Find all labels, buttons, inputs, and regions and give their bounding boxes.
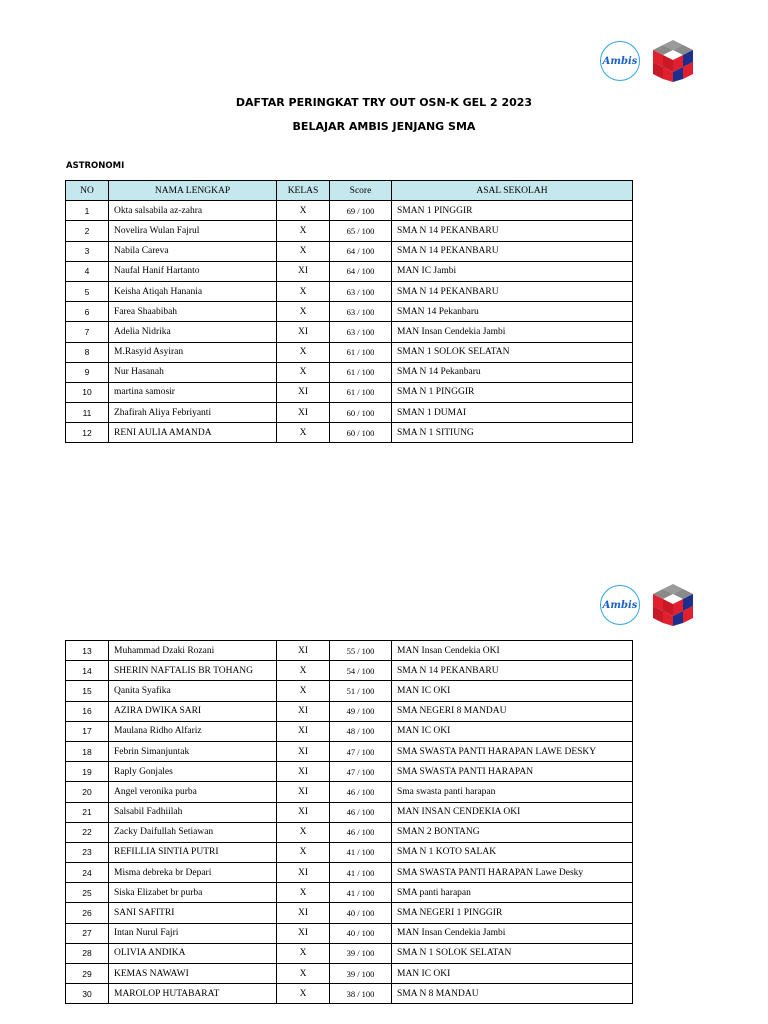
cell-class: X xyxy=(277,661,330,681)
cell-name: Nabila Careva xyxy=(109,241,277,261)
cell-class: XI xyxy=(277,382,330,402)
cell-name: AZIRA DWIKA SARI xyxy=(109,701,277,721)
cell-school: SMA SWASTA PANTI HARAPAN Lawe Desky xyxy=(392,863,633,883)
cell-name: RENI AULIA AMANDA xyxy=(109,423,277,443)
cell-class: XI xyxy=(277,701,330,721)
ranking-table-page1 xyxy=(65,180,633,443)
cell-score: 64 / 100 xyxy=(330,241,392,261)
ambis-logo-text: Ambis xyxy=(602,599,638,611)
cell-score: 40 / 100 xyxy=(330,923,392,943)
column-header-class: KELAS xyxy=(277,181,330,201)
column-header-no: NO xyxy=(66,181,109,201)
cell-school: SMA N 14 PEKANBARU xyxy=(392,661,633,681)
cell-score: 61 / 100 xyxy=(330,342,392,362)
table-row xyxy=(66,281,633,301)
cell-name: REFILLIA SINTIA PUTRI xyxy=(109,842,277,862)
cell-class: XI xyxy=(277,721,330,741)
table-row xyxy=(66,641,633,661)
cell-class: X xyxy=(277,362,330,382)
cell-score: 61 / 100 xyxy=(330,362,392,382)
cell-name: OLIVIA ANDIKA xyxy=(109,943,277,963)
cell-name: Farea Shaabibah xyxy=(109,302,277,322)
cell-no: 1 xyxy=(66,201,109,221)
cell-no: 26 xyxy=(66,903,109,923)
cell-class: XI xyxy=(277,322,330,342)
cell-school: SMA N 14 PEKANBARU xyxy=(392,241,633,261)
cell-name: Zacky Daifullah Setiawan xyxy=(109,822,277,842)
cell-class: X xyxy=(277,423,330,443)
table-row xyxy=(66,802,633,822)
cube-logo xyxy=(650,38,696,84)
cell-class: X xyxy=(277,883,330,903)
table-row xyxy=(66,362,633,382)
cell-score: 41 / 100 xyxy=(330,883,392,903)
table-header-row xyxy=(66,181,633,201)
cell-school: SMAN 1 PINGGIR xyxy=(392,201,633,221)
table-row xyxy=(66,661,633,681)
table-row xyxy=(66,984,633,1004)
cell-school: SMA SWASTA PANTI HARAPAN LAWE DESKY xyxy=(392,741,633,761)
table-row xyxy=(66,701,633,721)
cell-school: MAN Insan Cendekia Jambi xyxy=(392,923,633,943)
cell-score: 54 / 100 xyxy=(330,661,392,681)
cell-class: XI xyxy=(277,923,330,943)
table-row xyxy=(66,943,633,963)
cell-name: MAROLOP HUTABARAT xyxy=(109,984,277,1004)
table-row xyxy=(66,382,633,402)
cell-score: 64 / 100 xyxy=(330,261,392,281)
cell-school: SMA SWASTA PANTI HARAPAN xyxy=(392,762,633,782)
cell-name: Maulana Ridho Alfariz xyxy=(109,721,277,741)
cell-school: MAN IC OKI xyxy=(392,964,633,984)
cell-name: Salsabil Fadhiilah xyxy=(109,802,277,822)
cell-no: 4 xyxy=(66,261,109,281)
cell-school: SMAN 1 DUMAI xyxy=(392,403,633,423)
cell-name: Novelira Wulan Fajrul xyxy=(109,221,277,241)
cell-no: 19 xyxy=(66,762,109,782)
cell-name: Okta salsabila az-zahra xyxy=(109,201,277,221)
cell-name: SHERIN NAFTALIS BR TOHANG xyxy=(109,661,277,681)
table-row xyxy=(66,964,633,984)
table-row xyxy=(66,201,633,221)
cell-class: X xyxy=(277,964,330,984)
cell-score: 46 / 100 xyxy=(330,782,392,802)
cell-name: Nur Hasanah xyxy=(109,362,277,382)
cell-name: Misma debreka br Depari xyxy=(109,863,277,883)
cell-score: 51 / 100 xyxy=(330,681,392,701)
table-row xyxy=(66,261,633,281)
cell-class: X xyxy=(277,221,330,241)
cell-school: SMAN 2 BONTANG xyxy=(392,822,633,842)
cell-no: 18 xyxy=(66,741,109,761)
cell-class: X xyxy=(277,302,330,322)
cell-class: XI xyxy=(277,782,330,802)
cell-score: 65 / 100 xyxy=(330,221,392,241)
cell-no: 3 xyxy=(66,241,109,261)
cell-school: SMA N 1 SOLOK SELATAN xyxy=(392,943,633,963)
column-header-score: Score xyxy=(330,181,392,201)
cell-school: SMA N 8 MANDAU xyxy=(392,984,633,1004)
cell-name: Zhafirah Aliya Febriyanti xyxy=(109,403,277,423)
cell-class: XI xyxy=(277,762,330,782)
subject-label: ASTRONOMI xyxy=(66,161,125,171)
page-subtitle: BELAJAR AMBIS JENJANG SMA xyxy=(292,120,476,133)
cell-no: 2 xyxy=(66,221,109,241)
logos-page2 xyxy=(600,582,696,628)
cell-name: Febrin Simanjuntak xyxy=(109,741,277,761)
cell-class: X xyxy=(277,342,330,362)
ranking-table-page2 xyxy=(65,640,633,1004)
table-row xyxy=(66,923,633,943)
cell-name: Angel veronika purba xyxy=(109,782,277,802)
table-row xyxy=(66,241,633,261)
cell-school: MAN IC OKI xyxy=(392,721,633,741)
cell-name: Siska Elizabet br purba xyxy=(109,883,277,903)
cell-no: 23 xyxy=(66,842,109,862)
cell-class: XI xyxy=(277,903,330,923)
cell-no: 5 xyxy=(66,281,109,301)
table-row xyxy=(66,423,633,443)
cell-score: 60 / 100 xyxy=(330,403,392,423)
cell-score: 47 / 100 xyxy=(330,741,392,761)
table-row xyxy=(66,721,633,741)
cell-class: XI xyxy=(277,741,330,761)
column-header-name: NAMA LENGKAP xyxy=(109,181,277,201)
cell-school: SMA N 14 PEKANBARU xyxy=(392,281,633,301)
cell-no: 14 xyxy=(66,661,109,681)
cell-no: 25 xyxy=(66,883,109,903)
cell-score: 60 / 100 xyxy=(330,423,392,443)
cell-score: 63 / 100 xyxy=(330,322,392,342)
cell-score: 63 / 100 xyxy=(330,302,392,322)
cell-name: KEMAS NAWAWI xyxy=(109,964,277,984)
cell-school: MAN INSAN CENDEKIA OKI xyxy=(392,802,633,822)
cell-no: 15 xyxy=(66,681,109,701)
column-header-school: ASAL SEKOLAH xyxy=(392,181,633,201)
cell-school: SMAN 1 SOLOK SELATAN xyxy=(392,342,633,362)
cell-name: Intan Nurul Fajri xyxy=(109,923,277,943)
table-row xyxy=(66,863,633,883)
cell-class: X xyxy=(277,943,330,963)
cell-class: XI xyxy=(277,863,330,883)
cell-school: SMA NEGERI 1 PINGGIR xyxy=(392,903,633,923)
cell-no: 7 xyxy=(66,322,109,342)
table-row xyxy=(66,762,633,782)
cell-school: SMAN 14 Pekanbaru xyxy=(392,302,633,322)
cell-score: 47 / 100 xyxy=(330,762,392,782)
cell-school: SMA N 1 PINGGIR xyxy=(392,382,633,402)
ambis-logo xyxy=(600,585,640,625)
cell-no: 12 xyxy=(66,423,109,443)
cell-no: 11 xyxy=(66,403,109,423)
table-row xyxy=(66,221,633,241)
cell-school: SMA N 14 Pekanbaru xyxy=(392,362,633,382)
cube-logo xyxy=(650,582,696,628)
cell-score: 69 / 100 xyxy=(330,201,392,221)
cell-class: X xyxy=(277,201,330,221)
cell-score: 49 / 100 xyxy=(330,701,392,721)
page-title: DAFTAR PERINGKAT TRY OUT OSN-K GEL 2 2023 xyxy=(235,96,533,109)
ambis-logo-text: Ambis xyxy=(602,55,638,67)
logos-top xyxy=(600,38,696,84)
table-row xyxy=(66,741,633,761)
cell-class: X xyxy=(277,681,330,701)
cell-school: MAN Insan Cendekia Jambi xyxy=(392,322,633,342)
cell-name: Raply Gonjales xyxy=(109,762,277,782)
cell-class: X xyxy=(277,842,330,862)
cell-no: 21 xyxy=(66,802,109,822)
cell-score: 46 / 100 xyxy=(330,802,392,822)
cell-score: 46 / 100 xyxy=(330,822,392,842)
cell-score: 40 / 100 xyxy=(330,903,392,923)
cell-no: 8 xyxy=(66,342,109,362)
cell-class: XI xyxy=(277,641,330,661)
cell-class: XI xyxy=(277,403,330,423)
cell-class: X xyxy=(277,822,330,842)
table-row xyxy=(66,883,633,903)
cell-class: X xyxy=(277,984,330,1004)
cell-no: 28 xyxy=(66,943,109,963)
cell-name: Naufal Hanif Hartanto xyxy=(109,261,277,281)
cell-no: 6 xyxy=(66,302,109,322)
cube-logo-icon xyxy=(650,38,696,84)
cell-name: SANI SAFITRI xyxy=(109,903,277,923)
table-row xyxy=(66,302,633,322)
cell-score: 41 / 100 xyxy=(330,842,392,862)
ambis-logo xyxy=(600,41,640,81)
table-row xyxy=(66,681,633,701)
cell-name: martina samosir xyxy=(109,382,277,402)
cell-score: 39 / 100 xyxy=(330,964,392,984)
cell-score: 38 / 100 xyxy=(330,984,392,1004)
cell-school: MAN IC Jambi xyxy=(392,261,633,281)
cell-score: 39 / 100 xyxy=(330,943,392,963)
cell-name: Qanita Syafika xyxy=(109,681,277,701)
cell-class: XI xyxy=(277,261,330,281)
cell-school: SMA N 1 KOTO SALAK xyxy=(392,842,633,862)
cell-score: 55 / 100 xyxy=(330,641,392,661)
cell-no: 24 xyxy=(66,863,109,883)
cell-score: 48 / 100 xyxy=(330,721,392,741)
cell-score: 61 / 100 xyxy=(330,382,392,402)
cell-no: 16 xyxy=(66,701,109,721)
cube-logo-icon xyxy=(650,582,696,628)
table-row xyxy=(66,903,633,923)
cell-no: 20 xyxy=(66,782,109,802)
cell-name: Muhammad Dzaki Rozani xyxy=(109,641,277,661)
cell-school: SMA N 14 PEKANBARU xyxy=(392,221,633,241)
cell-no: 9 xyxy=(66,362,109,382)
table-row xyxy=(66,322,633,342)
cell-class: XI xyxy=(277,802,330,822)
cell-school: SMA panti harapan xyxy=(392,883,633,903)
table-row xyxy=(66,342,633,362)
cell-no: 30 xyxy=(66,984,109,1004)
cell-score: 63 / 100 xyxy=(330,281,392,301)
cell-no: 22 xyxy=(66,822,109,842)
cell-no: 29 xyxy=(66,964,109,984)
cell-class: X xyxy=(277,241,330,261)
cell-score: 41 / 100 xyxy=(330,863,392,883)
cell-class: X xyxy=(277,281,330,301)
cell-school: Sma swasta panti harapan xyxy=(392,782,633,802)
table-row xyxy=(66,782,633,802)
cell-school: MAN IC OKI xyxy=(392,681,633,701)
cell-no: 17 xyxy=(66,721,109,741)
table-row xyxy=(66,842,633,862)
table-row xyxy=(66,403,633,423)
cell-name: Keisha Atiqah Hanania xyxy=(109,281,277,301)
cell-name: M.Rasyid Asyiran xyxy=(109,342,277,362)
cell-school: SMA N 1 SITIUNG xyxy=(392,423,633,443)
cell-no: 27 xyxy=(66,923,109,943)
cell-school: SMA NEGERI 8 MANDAU xyxy=(392,701,633,721)
cell-no: 13 xyxy=(66,641,109,661)
cell-school: MAN Insan Cendekia OKI xyxy=(392,641,633,661)
cell-no: 10 xyxy=(66,382,109,402)
cell-name: Adelia Nidrika xyxy=(109,322,277,342)
table-row xyxy=(66,822,633,842)
